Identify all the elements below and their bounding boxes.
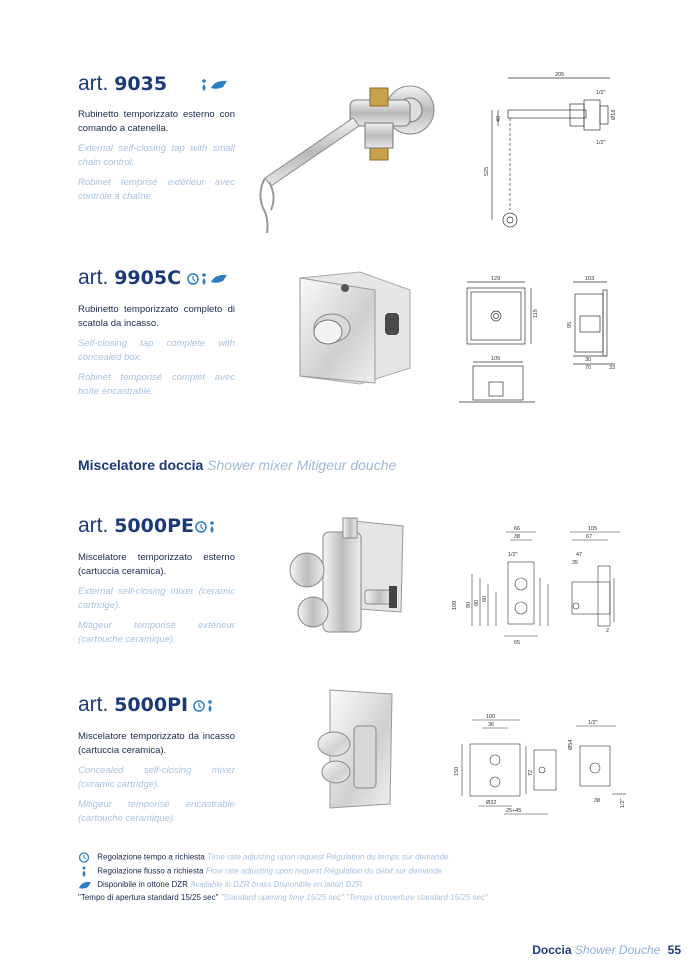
dim-g: 35 — [572, 560, 579, 566]
desc-it: Miscelatore temporizzato esterno (cartuccia ceramica). — [78, 552, 235, 577]
feature-icons — [195, 520, 221, 539]
product-title — [78, 514, 194, 538]
dim-height-1: 40 — [496, 115, 502, 122]
dim-l: 65 — [514, 640, 521, 646]
dim-d: 72 — [528, 769, 534, 776]
legend-text-translation: Flow rate adjusting upon request Régulation du débit sur demande — [205, 866, 442, 876]
title-prefix: art. — [78, 514, 109, 537]
footer-section-it: Doccia — [532, 943, 572, 957]
section-title-fr: Mitigeur douche — [296, 457, 397, 473]
dim-a: 66 — [514, 526, 521, 532]
desc-fr: Mitigeur temporisé extérieur (cartouche ceramique). — [78, 620, 235, 645]
flow-rate-icon — [78, 866, 90, 877]
desc-en: External self-closing mixer (ceramic cartridge). — [78, 586, 235, 611]
legend-text-translation: Available in DZR brass Disponible en laiton DZR — [190, 880, 363, 890]
legend-row — [78, 866, 442, 877]
dim-a: 100 — [486, 714, 496, 720]
desc-en: External self-closing tap with small chain control. — [78, 143, 235, 168]
dim-f: 47 — [576, 552, 583, 558]
clock-icon — [78, 852, 90, 863]
section-title — [78, 457, 396, 473]
desc-en: Self-closing tap complete with concealed box. — [78, 338, 235, 363]
dim-m: 2 — [606, 628, 610, 634]
dim-width: 205 — [555, 72, 565, 78]
product-description — [78, 108, 235, 210]
dim-front-height: 119 — [533, 309, 539, 318]
legend-row — [78, 880, 362, 890]
desc-en: Concealed self-closing mixer (ceramic cartridge). — [78, 765, 235, 790]
product-description — [78, 730, 235, 832]
product-photo-9035 — [255, 78, 445, 238]
dim-e: 1/2" — [588, 720, 598, 726]
dim-side-width: 103 — [585, 276, 595, 282]
legend-text-translation: "Standard opening time 15/25 sec" "Temps d'ouverture standard 15/25 sec" — [220, 893, 488, 902]
legend-text-it: Regolazione flusso a richiesta — [97, 866, 204, 876]
dim-c: 150 — [454, 766, 460, 776]
dim-h: Ø54 — [568, 739, 574, 750]
product-title — [78, 72, 167, 96]
product-photo-9905c — [290, 268, 415, 388]
feature-icons — [199, 78, 233, 97]
flow-rate-icon — [199, 78, 233, 92]
technical-drawing-5000pi — [448, 710, 633, 820]
dim-thread-top: 1/2" — [596, 90, 606, 96]
article-number: 5000PE — [114, 515, 194, 537]
legend-row — [78, 893, 488, 902]
dim-depth-2: 70 — [585, 365, 592, 371]
article-number: 9035 — [114, 73, 168, 95]
product-description — [78, 303, 235, 405]
title-prefix: art. — [78, 72, 109, 95]
legend-text-it: Disponibile in ottone DZR — [97, 880, 188, 890]
article-number: 9905C — [114, 267, 182, 289]
technical-drawing-9905c — [455, 272, 630, 412]
feature-icons — [187, 272, 235, 291]
dim-height-2: 525 — [484, 166, 490, 176]
product-photo-5000pi — [312, 686, 397, 811]
desc-it: Rubinetto temporizzato esterno con comando a catenella. — [78, 109, 235, 134]
product-description — [78, 551, 235, 653]
dim-top-width: 105 — [491, 356, 501, 362]
dim-diameter: Ø18 — [611, 109, 617, 120]
desc-fr: Robinet temporisé complet avec boîte encastrable. — [78, 372, 235, 397]
desc-it: Rubinetto temporizzato completo di scatola da incasso. — [78, 304, 235, 329]
dim-d: 105 — [588, 526, 598, 532]
desc-it: Miscelatore temporizzato da incasso (cartuccia ceramica). — [78, 731, 235, 756]
page-footer — [532, 943, 681, 957]
dim-j: 80 — [474, 599, 480, 606]
page-number: 55 — [667, 943, 681, 957]
footer-section-translation: Shower Douche — [574, 943, 661, 957]
dim-b: 36 — [488, 722, 495, 728]
dim-g: 25÷45 — [506, 808, 522, 814]
dim-b: 38 — [514, 534, 521, 540]
product-title — [78, 266, 181, 290]
section-title-it: Miscelatore doccia — [78, 457, 204, 473]
dim-side-height: 95 — [567, 321, 573, 328]
product-photo-5000pe — [283, 512, 413, 644]
dzr-brass-icon — [78, 880, 92, 890]
feature-icons — [193, 699, 219, 718]
technical-drawing-5000pe — [448, 522, 633, 647]
title-prefix: art. — [78, 693, 109, 716]
legend-row — [78, 852, 449, 863]
legend-text-translation: Time rate adjusting upon request Régulation du temps sur demande — [207, 852, 449, 862]
dim-h: 108 — [452, 600, 458, 610]
dim-f: Ø32 — [486, 800, 497, 806]
dim-i: 90 — [466, 601, 472, 608]
article-number: 5000PI — [114, 694, 189, 716]
clock-icon — [195, 520, 221, 534]
dim-c: 1/2" — [508, 552, 518, 558]
legend-text-it: Regolazione tempo a richiesta — [97, 852, 205, 862]
technical-drawing-9035 — [470, 70, 630, 235]
dim-e: 67 — [586, 534, 593, 540]
dim-depth-1: 30 — [585, 357, 592, 363]
dim-front-width: 129 — [491, 276, 501, 282]
legend-text-it: "Tempo di apertura standard 15/25 sec" — [78, 893, 219, 902]
product-title — [78, 693, 188, 717]
clock-icon — [193, 699, 219, 713]
clock-icon — [187, 272, 235, 286]
dim-k: 60 — [482, 595, 488, 602]
dim-thread-bottom: 1/2" — [596, 140, 606, 146]
desc-fr: Robinet temprisé extérieur avec contrôle à chaîne. — [78, 177, 235, 202]
title-prefix: art. — [78, 266, 109, 289]
dim-j: 1/2" — [620, 798, 626, 808]
dim-i: 38 — [594, 798, 601, 804]
section-title-en: Shower mixer — [207, 457, 293, 473]
dim-depth-3: 33 — [609, 365, 616, 371]
desc-fr: Mitigeur temporisé encastrable (cartouche ceramique). — [78, 799, 235, 824]
